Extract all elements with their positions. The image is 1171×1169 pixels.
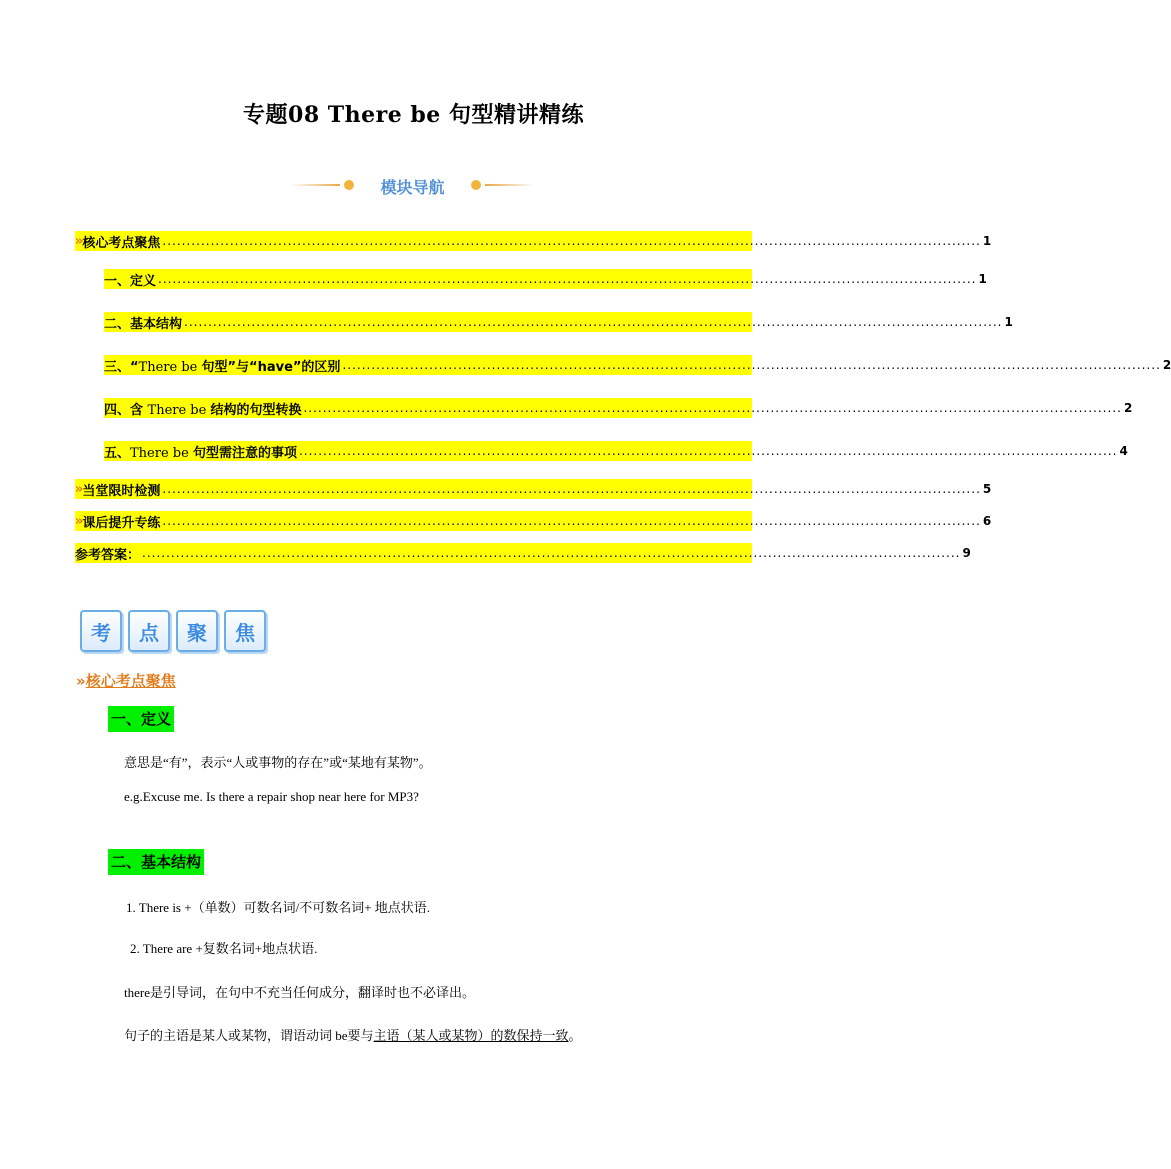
toc-page-number: 4: [1119, 444, 1128, 458]
toc-entry-transform[interactable]: [104, 398, 1133, 418]
module-nav-banner: [290, 172, 535, 198]
toc-leader: ..........................................................................................................................................................................: [303, 401, 1122, 415]
toc-entry-label-en: There be: [130, 445, 193, 461]
divider-line: [485, 184, 535, 186]
toc-entry-label: 一、定义: [104, 273, 157, 289]
toc-leader: ..........................................................................................................................................................................: [142, 546, 961, 560]
toc-page-number: 1: [982, 234, 992, 248]
structure-note-2-underlined: 主语（某人或某物）的数保持一致: [373, 1028, 569, 1043]
toc-page-number: 6: [982, 514, 992, 528]
toc-leader: ..........................................................................................................................................................................: [162, 482, 981, 496]
toc-leader: ..........................................................................................................................................................................: [342, 358, 1161, 372]
subsection-definition-heading: 一、定义: [108, 706, 174, 732]
toc-entry-label: [104, 399, 301, 418]
badge-char: 聚: [176, 610, 218, 652]
toc-entry-label: 参考答案：: [75, 547, 141, 563]
toc-leader: ..........................................................................................................................................................................: [184, 315, 1003, 329]
page-title: 专题08 There be 句型精讲精练: [243, 102, 584, 128]
toc-page-number: 5: [982, 482, 992, 496]
toc-entry-structure[interactable]: [104, 312, 1013, 332]
toc-entry-definition[interactable]: [104, 269, 987, 289]
badge-char: 焦: [224, 610, 266, 652]
badge-char: 点: [128, 610, 170, 652]
toc-entry-label-prefix: 三、“: [104, 359, 139, 375]
toc-page-number: 1: [1004, 315, 1013, 329]
chevron-right-icon: »: [75, 513, 81, 529]
module-nav-label: 模块导航: [380, 178, 445, 197]
toc-entry-label-en: There be: [138, 359, 202, 375]
toc-entry-label: 当堂限时检测: [82, 483, 161, 499]
toc-entry-label: [104, 356, 340, 375]
dot-icon: [471, 180, 481, 190]
toc-entry-core[interactable]: [75, 231, 992, 251]
toc-entry-label-prefix: 五、: [104, 445, 131, 461]
toc-entry-difference[interactable]: [104, 355, 1171, 375]
toc-leader: ..........................................................................................................................................................................: [298, 444, 1118, 458]
structure-note-2-c: 。: [568, 1028, 582, 1043]
toc-entry-label: 课后提升专练: [82, 515, 161, 531]
toc-entry-label-prefix: 四、含: [104, 402, 148, 418]
toc-entry-label-suffix: 句型需注意的事项: [192, 445, 297, 461]
toc-entry-quiz[interactable]: [75, 479, 992, 499]
example-text: e.g.Excuse me. Is there a repair shop near here for MP3?: [124, 789, 419, 804]
structure-note-2-a: 句子的主语是某人或某物，谓语动词 be要与: [124, 1028, 374, 1043]
definition-text: 意思是“有”，表示“人或事物的存在”或“某地有某物”。: [124, 755, 432, 770]
structure-item-2: 2. There are +复数名词+地点状语.: [130, 941, 318, 956]
structure-note-2: [124, 1025, 582, 1044]
toc-leader: ..........................................................................................................................................................................: [158, 272, 977, 286]
toc-page-number: 1: [978, 272, 987, 286]
toc-leader: ..........................................................................................................................................................................: [162, 234, 981, 248]
badge-char: 考: [80, 610, 122, 652]
structure-note-1: there是引导词，在句中不充当任何成分，翻译时也不必译出。: [124, 985, 475, 1000]
toc-entry-label: 核心考点聚焦: [82, 235, 161, 251]
toc-entry-notes[interactable]: [104, 441, 1128, 461]
focus-badges: [80, 610, 266, 652]
chevron-right-icon: »: [75, 233, 81, 249]
subsection-structure-heading: 二、基本结构: [108, 849, 204, 875]
structure-item-1: 1. There is +（单数）可数名词/不可数名词+ 地点状语.: [126, 900, 431, 915]
chevron-right-icon: »: [75, 481, 81, 497]
toc-entry-practice[interactable]: [75, 511, 992, 531]
toc-entry-label: [104, 442, 297, 461]
toc-leader: ..........................................................................................................................................................................: [162, 514, 981, 528]
toc-page-number: 9: [962, 546, 971, 560]
toc-entry-label: 二、基本结构: [104, 316, 183, 332]
section-heading[interactable]: [76, 670, 176, 691]
chevron-right-icon: »: [76, 672, 83, 690]
toc-entry-label-en: There be: [147, 402, 211, 418]
toc-page-number: 2: [1123, 401, 1133, 415]
toc-entry-label-suffix: 句型”与“have”的区别: [201, 359, 341, 375]
toc-entry-answers[interactable]: [75, 543, 971, 563]
toc-entry-label-suffix: 结构的句型转换: [210, 402, 302, 418]
section-heading-label: 核心考点聚焦: [85, 672, 176, 690]
toc-page-number: 2: [1162, 358, 1171, 372]
